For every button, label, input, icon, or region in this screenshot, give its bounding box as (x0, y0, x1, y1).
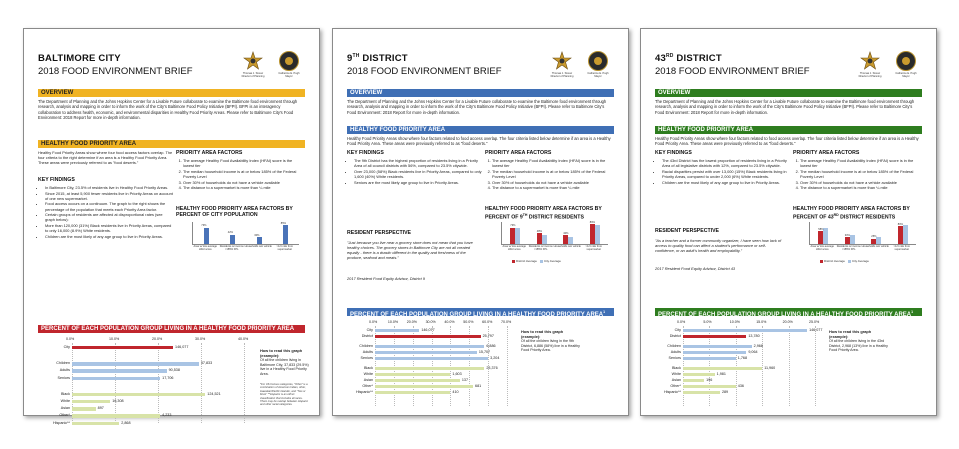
page-subtitle: 2018 FOOD ENVIRONMENT BRIEF (655, 66, 810, 77)
percent-axis-tick: 40.0% (238, 337, 249, 341)
factor-category-label: Households w/o vehicle (244, 245, 272, 248)
key-findings-heading: KEY FINDINGS (38, 177, 75, 183)
page-title (347, 53, 408, 64)
percent-row-value: 25,797 (482, 334, 494, 338)
percent-row-label: Black (60, 391, 70, 396)
percent-axis-tick: 0.0% (66, 337, 75, 341)
mayor-seal-logo (279, 51, 299, 71)
key-findings-list (347, 158, 482, 185)
overview-bar: OVERVIEW (655, 89, 922, 97)
percent-population-bar (38, 325, 305, 333)
percent-row-label: Seniors (360, 356, 373, 360)
percent-axis-tick: 60.0% (482, 320, 493, 324)
factor-chart-heading-sup: RD (833, 213, 839, 217)
key-findings-heading: KEY FINDINGS (655, 150, 692, 156)
percent-row-value: 2,868 (121, 420, 131, 425)
how-to-read-text: Of all the children living in Baltimore City, 37,833 (29.5%) live in a Healthy Food Priority Area. (260, 358, 309, 376)
percent-row-bar (72, 369, 167, 372)
how-to-read-box (260, 349, 310, 377)
percent-row-bar (683, 335, 746, 338)
overview-text: The Department of Planning and the Johns Hopkins Center for a Livable Future collaborate to examine the Baltimore food environment through research, analysis and mapping in order to inform the work of the City's Baltimore Food Policy Initiative (BFPI). Please refer to Baltimore City's Food Environment: 2018 Report for more in-depth information. (347, 99, 607, 115)
factor-value-label: 40% (563, 231, 569, 235)
percent-axis-tick: 5.0% (703, 320, 712, 324)
planning-caption: Thomas J. Stosur Director of Planning (550, 72, 574, 78)
factor-category-label: >1/4 mile from supermarket (276, 245, 293, 251)
percent-row-bar (72, 400, 110, 403)
factor-chart-heading-text: HEALTHY FOOD PRIORITY AREA FACTORS BY PERCENT OF 9 (485, 206, 602, 221)
percent-row-bar (375, 351, 477, 354)
percent-axis-tick: 25.0% (809, 320, 820, 324)
factors-list (793, 158, 921, 190)
key-finding-item: • The 43rd District has the lowest proportion of residents living in a Priority Area of all legislative districts with 12%, compared to 23.5% citywide. (662, 158, 790, 168)
percent-axis-tick: 0.0% (677, 320, 686, 324)
percent-population-bar (347, 308, 614, 316)
overview-text: The Department of Planning and the Johns Hopkins Center for a Livable Future collaborate to examine the Baltimore food environment through research, analysis and mapping in order to inform the work of the City's Baltimore Food Policy Initiative (BFPI). Please refer to Baltimore City's Food Environment: 2018 Report for more in-depth information. (655, 99, 915, 115)
factor-value-label: 48% (536, 229, 542, 233)
key-findings-list (38, 185, 173, 239)
resident-quote: "Just because you live near a grocery store does not mean that you have healthy choices. The grocery stores in Baltimore City are not all created equally - there is a drastic different in the quality and freshness of the produce, seafood and meats." (347, 240, 473, 261)
factor-item: 3. Over 30% of households do not have a vehicle available (492, 180, 613, 185)
factors-list-wrap (793, 158, 921, 191)
factor-bar (568, 237, 573, 244)
percent-bar-label: PERCENT OF EACH POPULATION GROUP LIVING IN A HEALTHY FOOD PRIORITY AREA (350, 312, 604, 318)
factor-item: 3. Over 30% of households do not have a vehicle available (183, 180, 304, 185)
mayor-caption: Catherine E. Pugh Mayor (278, 72, 300, 78)
percent-row-label: White (60, 399, 70, 403)
key-finding-item: • Food access occurs on a continuum. The graph to the right shows the percentage of the population that meets each Priority Area factor. (45, 201, 173, 211)
percent-row-value: 37,833 (200, 361, 213, 366)
overview-bar: OVERVIEW (347, 89, 614, 97)
how-to-read-heading: How to read this graph (example): (829, 329, 872, 339)
factor-chart-heading-text: HEALTHY FOOD PRIORITY AREA FACTORS BY PERCENT OF 43 (793, 206, 910, 221)
factor-value-label: 73% (201, 224, 207, 228)
percent-axis-tick: 20.0% (152, 337, 163, 341)
percent-row-label: City (63, 345, 70, 349)
hfpa-description: Healthy Food Priority Areas show where four food access factors overlap. The four criteria to the right determine if an area is a Healthy Food Priority Area. These areas were previously referred to as "food deserts." (38, 150, 173, 166)
percent-row-label: Hispanic** (52, 420, 70, 425)
logo-group (243, 51, 305, 81)
key-findings-heading: KEY FINDINGS (347, 150, 384, 156)
percent-row-bar (683, 373, 715, 376)
mayor-seal-logo (588, 51, 608, 71)
percent-row-label: Children (56, 361, 70, 366)
percent-row-bar (375, 379, 460, 382)
factor-item: 1. The average Healthy Food Availability Index (HFAI) score is in the lowest tier (492, 158, 613, 168)
percent-axis-tick: 0.0% (369, 320, 378, 324)
title-main: 9 (347, 53, 353, 65)
title-rest: DISTRICT (359, 53, 408, 65)
how-to-read-heading: How to read this graph (example): (260, 348, 303, 358)
percent-row-label: Other* (59, 413, 70, 418)
resident-perspective-heading: RESIDENT PERSPECTIVE (655, 228, 719, 234)
mayor-caption: Catherine E. Pugh Mayor (587, 72, 609, 78)
percent-row-value: 1,768 (737, 356, 748, 360)
factor-category-label: Area w/ low average HFAI score (502, 245, 526, 251)
factor-item: 3. Over 30% of households do not have a vehicle available (800, 180, 921, 185)
percent-row-label: White (363, 372, 373, 376)
mayor-seal-logo (896, 51, 916, 71)
title-superscript: TH (352, 53, 360, 59)
percent-row-label: Other* (670, 384, 681, 388)
key-findings-list-wrap (38, 185, 173, 240)
how-to-read-box (829, 330, 891, 353)
percent-row-label: Asian (363, 378, 373, 382)
factor-value-label: 89% (589, 220, 595, 224)
factor-value-label: 73% (510, 224, 516, 228)
percent-row-bar (72, 346, 173, 349)
footnote-text: *For US Census categories, "Other" is a combination of American Indian, other, Hawaiian/Pacific Islander, and "Two or More" **Hispanic is an ethnic classification that includes all races. There may be overlap between Hispanic and other racial categories. (260, 383, 309, 407)
factor-category-label: Area w/ low average HFAI score (193, 245, 217, 251)
percent-row-value: 90,538 (168, 368, 180, 373)
percent-row-label: District (669, 334, 681, 338)
percent-row-bar (375, 367, 484, 370)
logo-group (552, 51, 614, 81)
percent-row-bar (375, 373, 450, 376)
factor-item: 4. The distance to a supermarket is more than ¼ mile (492, 185, 613, 190)
overview-text: The Department of Planning and the Johns Hopkins Center for a Livable Future collaborate to examine the Baltimore food environment through research, analysis and mapping in order to inform the work of the City's Baltimore Food Policy Initiative (BFPI). BFPI is an interagency collaboration to address health, economic, and environmental disparities in Healthy Food Priority Areas. Please refer to Baltimore City's Food Environment: 2018 Report for more in-depth information. (38, 99, 298, 120)
factor-value-label: 85% (280, 221, 286, 225)
percent-row-bar (683, 367, 762, 370)
factors-list (176, 158, 304, 190)
planning-caption: Thomas J. Stosur Director of Planning (858, 72, 882, 78)
key-finding-item: • Children are the most likely of any age group to live in Priority Areas. (662, 180, 790, 185)
percent-row-bar (683, 385, 736, 388)
factors-list-wrap (176, 158, 304, 191)
percent-row-value: 13,780 (748, 334, 760, 338)
percent-row-value: 196 (706, 378, 713, 382)
factor-item: 2. The median household income is at or below 185% of the Federal Poverty Level (800, 169, 921, 179)
factor-chart-heading-text: HEALTHY FOOD PRIORITY AREA FACTORS BY PERCENT OF CITY POPULATION (176, 206, 293, 218)
brief-page-baltimore-city (23, 28, 320, 425)
percent-gridline (201, 343, 202, 423)
factor-value-label: 80% (897, 222, 903, 226)
factor-category-label: Residents w/ income <185% FPL (528, 245, 553, 251)
percent-gridline (244, 343, 245, 423)
factor-bar-chart (192, 222, 299, 245)
title-rest: DISTRICT (673, 53, 722, 65)
percent-row-label: Asian (671, 378, 681, 382)
healthy-food-priority-area-bar: HEALTHY FOOD PRIORITY AREA (347, 126, 614, 134)
how-to-read-text: Of all the children living in the 9th District, 6,886 (58%) live in a Healthy Food Priority Area. (521, 339, 580, 353)
factor-bar (823, 228, 828, 244)
percent-gridline (789, 326, 790, 406)
hfpa-description: Healthy Food Priority Areas show where four factors related to food access overlap. The four criteria listed below determine if an area is a Healthy Food Priority Area. These areas were previously referred to as "food deserts." (655, 136, 919, 147)
key-finding-item: • Seniors are the most likely age group to live in Priority Areas. (354, 180, 482, 185)
factor-chart-heading (176, 206, 306, 218)
factor-category-label: Households w/o vehicle (553, 245, 581, 248)
percent-row-bar (683, 357, 736, 360)
percent-row-value: 2,968 (753, 344, 763, 348)
percent-row-label: Hispanic** (355, 390, 373, 394)
key-finding-item: • Children are the most likely of any age group to live in Priority Areas. (45, 234, 173, 239)
factor-category-label: Households w/o vehicle (861, 245, 889, 248)
quote-source: 2017 Resident Food Equity Advisor, District 43 (655, 266, 736, 271)
key-findings-list (655, 158, 790, 185)
key-finding-item: • Over 23,000 (58%) Black residents live in Priority Areas, compared to only 1,600 (40%) White residents. (354, 169, 482, 179)
percent-row-value: 146,077 (809, 328, 823, 332)
brief-page-9th-district (332, 28, 629, 416)
factor-category-label: >1/4 mile from supermarket (893, 245, 910, 251)
factor-item: 2. The median household income is at or below 185% of the Federal Poverty Level (183, 169, 304, 179)
factor-item: 1. The average Healthy Food Availability Index (HFAI) score is the lowest tier (183, 158, 304, 168)
percent-axis-tick: 20.0% (406, 320, 417, 324)
percent-row-label: Other* (362, 384, 373, 388)
percent-row-value: 1,981 (716, 372, 726, 376)
percent-row-label: Children (359, 344, 373, 348)
percent-row-label: Asian (60, 406, 70, 411)
percent-row-bar (72, 377, 160, 380)
percent-row-label: Hispanic** (663, 390, 681, 394)
percent-row-label: Seniors (57, 375, 70, 380)
factor-bar (595, 225, 600, 244)
factor-item: 4. The distance to a supermarket is more than ¼ mile (800, 185, 921, 190)
percent-row-bar (375, 335, 481, 338)
factor-bar (876, 237, 881, 244)
percent-gridline (507, 326, 508, 406)
resident-perspective-heading: RESIDENT PERSPECTIVE (347, 230, 411, 236)
page-subtitle: 2018 FOOD ENVIRONMENT BRIEF (38, 66, 193, 77)
percent-gridline (72, 343, 73, 423)
percent-row-value: 15,707 (478, 350, 491, 354)
factor-chart-heading-sup: TH (522, 213, 528, 217)
page-title (38, 53, 121, 64)
percent-axis-tick: 30.0% (195, 337, 206, 341)
legend-label: City Average (543, 259, 561, 263)
priority-area-factors-heading: PRIORITY AREA FACTORS (793, 150, 860, 156)
title-main: 43 (655, 53, 666, 65)
priority-area-factors-heading: PRIORITY AREA FACTORS (176, 150, 243, 156)
percent-gridline (815, 326, 816, 406)
percent-row-bar (375, 391, 450, 394)
percent-row-value: 16,308 (112, 399, 124, 403)
factor-bar (257, 237, 262, 244)
mayor-caption: Catherine E. Pugh Mayor (895, 72, 917, 78)
percent-row-bar (683, 379, 704, 382)
title-main: BALTIMORE CITY (38, 53, 121, 64)
factor-value-label: 30% (844, 233, 850, 237)
percent-axis-tick: 50.0% (463, 320, 474, 324)
percent-row-value: 11,960 (764, 366, 776, 370)
factor-bar (850, 235, 855, 244)
percent-row-value: 137 (461, 378, 468, 382)
percent-bar-label-sup: 1 (603, 310, 606, 314)
percent-row-label: City (366, 328, 373, 332)
legend-label: District Average (824, 259, 845, 263)
priority-area-factors-heading: PRIORITY AREA FACTORS (485, 150, 552, 156)
factor-bar-chart (501, 222, 608, 245)
percent-row-bar (72, 407, 96, 410)
percent-row-bar (683, 351, 746, 354)
percent-population-bar (655, 308, 922, 316)
percent-row-label: Black (671, 366, 681, 370)
resident-quote: "As a teacher and a former community organizer, I have seen how lack of access to quality food can affect a student's performance or self-confidence, or an adult's health and employability." (655, 238, 782, 254)
percent-axis-tick: 10.0% (109, 337, 120, 341)
percent-axis-tick: 30.0% (425, 320, 436, 324)
factor-value-label: 30% (254, 233, 260, 237)
percent-row-value: 146,077 (421, 328, 435, 332)
percent-bar-label: PERCENT OF EACH POPULATION GROUP LIVING IN A HEALTHY FOOD PRIORITY AREA (658, 312, 912, 318)
percent-row-bar (72, 393, 205, 396)
percent-axis-tick: 10.0% (729, 320, 740, 324)
factor-bar (903, 225, 908, 244)
percent-row-bar (375, 357, 488, 360)
factor-value-label: 58% (818, 227, 824, 231)
planning-seal-logo (552, 51, 572, 71)
percent-gridline (762, 326, 763, 406)
factor-bar (283, 225, 288, 244)
percent-gridline (115, 343, 116, 423)
percent-axis-tick: 40.0% (444, 320, 455, 324)
percent-row-label: Seniors (668, 356, 681, 360)
legend-label: City Average (851, 259, 869, 263)
percent-row-bar (375, 329, 419, 332)
percent-row-bar (683, 345, 752, 348)
percent-row-value: 410 (452, 390, 459, 394)
planning-seal-logo (860, 51, 880, 71)
logo-group (860, 51, 922, 81)
percent-row-label: Adults (59, 368, 70, 373)
factor-category-label: Area w/ low average HFAI score (810, 245, 834, 251)
factors-list (485, 158, 613, 190)
factor-bar (542, 235, 547, 244)
title-superscript: RD (665, 53, 674, 59)
how-to-read-text: Of all the children living in the 43rd District, 2,968 (13%) live in a Healthy Food Priority Area. (829, 339, 888, 353)
factors-list-wrap (485, 158, 613, 191)
quote-source: 2017 Resident Food Equity Advisor, District 9 (347, 276, 425, 281)
factor-bar (230, 235, 235, 244)
percent-row-label: Black (363, 366, 373, 370)
factor-bar (204, 228, 209, 244)
factor-category-label: Residents w/ income <185% FPL (836, 245, 861, 251)
planning-seal-logo (243, 51, 263, 71)
factor-chart-heading (485, 206, 615, 221)
percent-row-value: 436 (737, 384, 744, 388)
percent-row-bar (72, 362, 199, 365)
percent-row-value: 3,204 (490, 356, 500, 360)
key-findings-list-wrap (347, 158, 482, 185)
percent-row-value: 17,706 (162, 375, 174, 380)
overview-bar: OVERVIEW (38, 89, 305, 97)
page-title (655, 53, 722, 64)
hfpa-description: Healthy Food Priority Areas show where four factors related to food access overlap. The four criteria listed below determine if an area is a Healthy Food Priority Area. These areas were previously referred to as "food deserts." (347, 136, 611, 147)
factor-chart-legend (817, 259, 869, 263)
percent-row-label: White (671, 372, 681, 376)
legend-swatch (512, 260, 515, 263)
percent-row-label: City (674, 328, 681, 332)
percent-row-value: 124,521 (207, 391, 221, 396)
key-finding-item: • Racial disparities persist with over 13,000 (15%) Black residents living in Priority Areas, compared to under 2,000 (6%) White residents. (662, 169, 790, 179)
planning-caption: Thomas J. Stosur Director of Planning (241, 72, 265, 78)
factor-item: 2. The median household income is at or below 185% of the Federal Poverty Level (492, 169, 613, 179)
key-finding-item: • Since 2015, at least 5,900 fewer residents live in Priority Areas on account of one new supermarket. (45, 191, 173, 201)
percent-axis-tick: 20.0% (782, 320, 793, 324)
percent-row-bar (375, 345, 484, 348)
percent-row-bar (683, 391, 720, 394)
percent-axis-tick: 10.0% (387, 320, 399, 324)
key-findings-list-wrap (655, 158, 790, 185)
factor-chart-heading-rest: DISTRICT RESIDENTS (838, 214, 896, 221)
percent-row-value: 6,886 (486, 344, 496, 348)
percent-row-value: 681 (475, 384, 482, 388)
key-finding-item: • The 9th District has the highest proportion of residents living in a Priority Area of all council districts with 56%, compared to 23.5% citywide. (354, 158, 482, 168)
percent-row-bar (72, 414, 160, 417)
factor-category-label: Residents w/ income <185% FPL (219, 245, 244, 251)
percent-bar-label-sup: 1 (911, 310, 914, 314)
factor-item: 4. The distance to a supermarket is more than ¼ mile (183, 185, 304, 190)
factor-chart-heading (793, 206, 923, 221)
key-finding-item: • Certain groups of residents are affected at disproportional rates (see graph below): (45, 212, 173, 222)
percent-row-bar (72, 422, 119, 425)
percent-row-value: 9,064 (748, 350, 758, 354)
percent-row-value: 289 (721, 390, 729, 394)
percent-gridline (158, 343, 159, 423)
factor-bar (515, 228, 520, 244)
healthy-food-priority-area-bar: HEALTHY FOOD PRIORITY AREA (655, 126, 922, 134)
page-subtitle: 2018 FOOD ENVIRONMENT BRIEF (347, 66, 502, 77)
percent-row-value: 23,376 (486, 366, 498, 370)
how-to-read-heading: How to read this graph (example): (521, 329, 564, 339)
percent-row-label: Adults (670, 350, 681, 354)
factor-chart-heading-rest: DISTRICT RESIDENTS (527, 214, 584, 221)
key-finding-item: • More than 120,000 (31%) Black residents live in Priority Areas, compared to only 16,000 (8.9%) White residents. (45, 223, 173, 233)
percent-row-value: 4,233 (162, 413, 172, 418)
factor-item: 1. The average Healthy Food Availability Index (HFAI) score is in the lowest tier (800, 158, 921, 168)
factor-chart-legend (509, 259, 561, 263)
percent-bar-label: PERCENT OF EACH POPULATION GROUP LIVING IN A HEALTHY FOOD PRIORITY AREA (41, 326, 295, 332)
percent-row-value: 146,077 (175, 345, 189, 349)
healthy-food-priority-area-bar: HEALTHY FOOD PRIORITY AREA (38, 140, 305, 148)
factor-value-label: 25% (871, 235, 877, 238)
percent-row-value: 897 (97, 406, 104, 411)
percent-axis-tick: 70.0% (501, 320, 512, 324)
factor-category-label: >1/4 mile from supermarket (585, 245, 602, 251)
percent-row-bar (375, 385, 473, 388)
percent-row-bar (683, 329, 807, 332)
legend-swatch (540, 260, 543, 263)
how-to-read-box (521, 330, 583, 353)
legend-label: District Average (516, 259, 537, 263)
legend-swatch (848, 260, 851, 263)
percent-row-value: 1,603 (452, 372, 462, 376)
percent-row-label: Adults (362, 350, 373, 354)
factor-value-label: 42% (227, 231, 233, 235)
percent-row-label: District (361, 334, 373, 338)
factor-bar-chart (809, 222, 916, 245)
percent-row-label: Children (667, 344, 681, 348)
percent-axis-tick: 15.0% (756, 320, 767, 324)
legend-swatch (820, 260, 823, 263)
key-finding-item: • In Baltimore City, 23.5% of residents live in Healthy Food Priority Areas. (45, 185, 173, 190)
brief-page-43rd-district (640, 28, 937, 416)
